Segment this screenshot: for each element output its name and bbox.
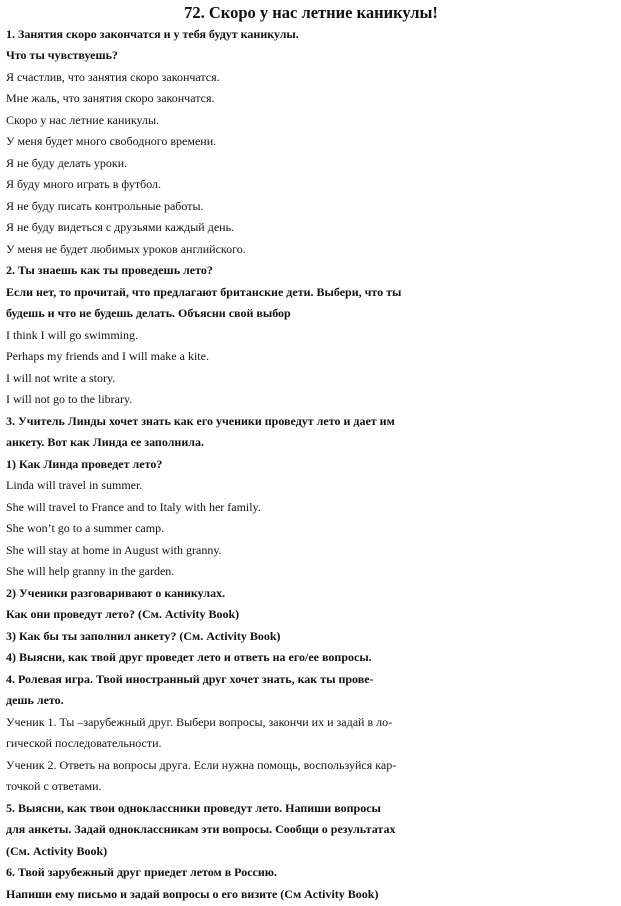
heading-line: для анкеты. Задай одноклассникам эти вопросы. Сообщи о результатах — [6, 822, 396, 836]
heading-line: Если нет, то прочитай, что предлагают британские дети. Выбери, что ты — [6, 284, 402, 299]
text-line: гической последовательности. — [6, 736, 162, 750]
text-line: I will not write a story. — [6, 370, 116, 385]
text-line: Ученик 1. Ты –зарубежный друг. Выбери вопросы, закончи их и задай в ло- — [6, 714, 393, 729]
text-line: I will not go to the library. — [6, 392, 133, 406]
text-line: Скоро у нас летние каникулы. — [6, 112, 160, 127]
heading-line: 4) Выясни, как твой друг проведет лето и ответь на его/ее вопросы. — [6, 650, 372, 664]
heading-line: 6. Твой зарубежный друг приедет летом в Россию. — [6, 865, 277, 879]
text-line: She will stay at home in August with granny. — [6, 542, 222, 557]
text-line: Ученик 2. Ответь на вопросы друга. Если нужна помощь, воспользуйся кар- — [6, 757, 397, 772]
text-line: Я не буду видеться с друзьями каждый день. — [6, 220, 235, 234]
heading-line: 3. Учитель Линды хочет знать как его ученики проведут лето и дает им — [6, 413, 395, 428]
heading-line: (См. Activity Book) — [6, 843, 108, 858]
heading-line: 5. Выясни, как твои одноклассники проведут лето. Напиши вопросы — [6, 800, 381, 815]
heading-line: анкету. Вот как Линда ее заполнила. — [6, 435, 204, 449]
text-line: She won’t go to a summer camp. — [6, 521, 165, 535]
document-body — [6, 24, 616, 906]
text-line: Я не буду делать уроки. — [6, 155, 128, 170]
text-line: She will travel to France and to Italy with her family. — [6, 499, 261, 514]
text-line: точкой с ответами. — [6, 779, 102, 793]
text-line: У меня будет много свободного времени. — [6, 134, 217, 148]
heading-line: будешь и что не будешь делать. Объясни свой выбор — [6, 306, 291, 320]
heading-line: Как они проведут лето? (См. Activity Book) — [6, 607, 240, 621]
text-line: Я не буду писать контрольные работы. — [6, 198, 204, 213]
heading-line: дешь лето. — [6, 693, 64, 707]
text-line: Я буду много играть в футбол. — [6, 177, 162, 191]
text-line: Мне жаль, что занятия скоро закончатся. — [6, 91, 215, 105]
text-line: Perhaps my friends and I will make a kite. — [6, 349, 209, 363]
heading-line: 2. Ты знаешь как ты проведешь лето? — [6, 263, 213, 277]
text-line: She will help granny in the garden. — [6, 564, 175, 578]
heading-line: 3) Как бы ты заполнил анкету? (См. Activity Book) — [6, 628, 281, 643]
heading-line: 1. Занятия скоро закончатся и у тебя будут каникулы. — [6, 26, 299, 41]
heading-line: 2) Ученики разговаривают о каникулах. — [6, 585, 226, 600]
heading-line: 4. Ролевая игра. Твой иностранный друг хочет знать, как ты прове- — [6, 671, 374, 686]
document-page — [6, 2, 616, 905]
text-line: Linda will travel in summer. — [6, 478, 143, 492]
heading-line: 1) Как Линда проведет лето? — [6, 456, 163, 471]
heading-line: Что ты чувствуешь? — [6, 48, 118, 62]
text-line: У меня не будет любимых уроков английского. — [6, 241, 246, 256]
page-title: 72. Скоро у нас летние каникулы! — [184, 3, 438, 22]
heading-line: Напиши ему письмо и задай вопросы о его визите (См Activity Book) — [6, 886, 379, 901]
text-line: I think I will go swimming. — [6, 327, 138, 342]
text-line: Я счастлив, что занятия скоро закончатся. — [6, 69, 220, 84]
